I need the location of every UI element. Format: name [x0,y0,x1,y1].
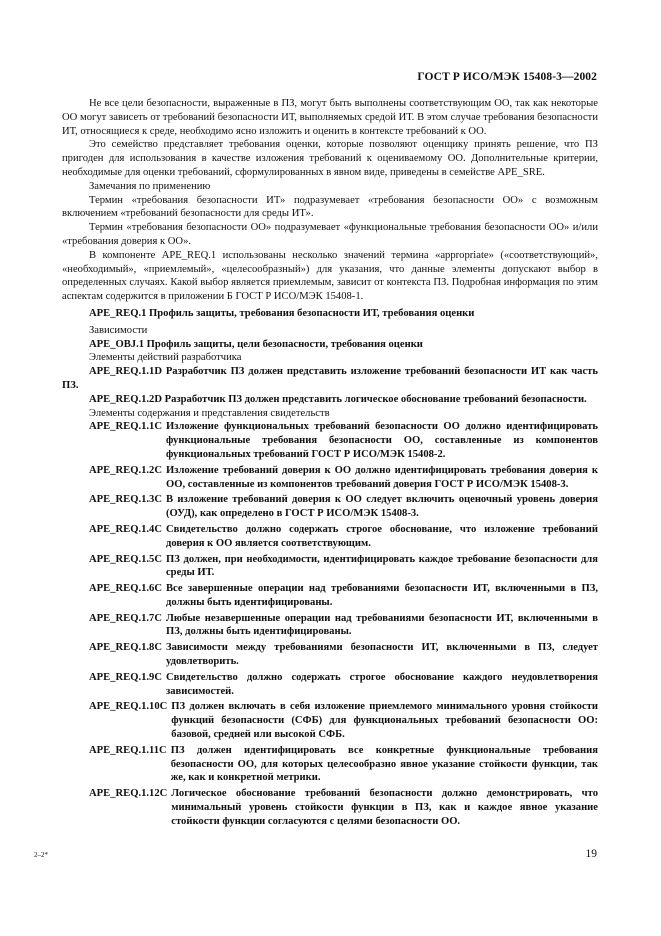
element-code: APE_REQ.1.9C [89,671,162,683]
content-element [89,787,598,828]
content-element [89,700,598,741]
developer-elements-label: Элементы действий разработчика [89,352,242,364]
element-text: ПЗ должен включать в себя изложение приемлемого минимального уровня стойкости функций безопасности (СФБ) для функциональных требований безопасности ОО: базовой, средней или высокой СФБ. [171,701,598,741]
element-text: Свидетельство должно содержать строгое обоснование каждого неудовлетворения зависимостей. [165,671,598,697]
content-element [89,523,598,551]
content-element [89,582,598,610]
paragraph: В компоненте APE_REQ.1 использованы несколько значений термина «appropriate» («соответствующий», «необходимый», «приемлемый», «целесообразный») для указания, что данные элементы допускают выбор в определенных случаях. Какой выбор является приемлемым, зависит от контекста ПЗ. Подробная информация по этим аспектам содержится в приложении Б ГОСТ Р ИСО/МЭК 15408-1. [62,249,598,303]
content-elements-list [62,420,598,828]
element-text: Все завершенные операции над требованиями безопасности ИТ, включенными в ПЗ, должны быть идентифицированы. [165,583,598,608]
element-code: APE_REQ.1.3C [89,494,162,506]
element-text: ПЗ должен идентифицировать все конкретные функциональные требования безопасности ОО, для которых целесообразно явное указание стойкости функции, так же, как и конкретной метрики. [170,744,598,784]
page-header: ГОСТ Р ИСО/МЭК 15408-3—2002 [417,71,597,83]
element-code: APE_REQ.1.11C [89,744,167,756]
element-code: APE_REQ.1.2C [89,464,162,476]
document-body [62,97,598,831]
dependencies-value: APE_OBJ.1 Профиль защиты, цели безопасности, требования оценки [89,338,423,350]
sheet-mark: 2–2* [34,851,48,859]
element-code: APE_REQ.1.12C [89,788,168,800]
developer-element: APE_REQ.1.2D Разработчик ПЗ должен представить логическое обоснование требований безопасности. [89,393,587,405]
content-element [89,744,598,785]
paragraph: Термин «требования безопасности ОО» подразумевает «функциональные требования безопасности ОО» и/или «требования доверия к ОО». [62,222,598,247]
developer-element: APE_REQ.1.1D Разработчик ПЗ должен представить изложение требований безопасности ИТ как часть ПЗ. [62,366,598,391]
content-element [89,671,598,699]
notes-heading: Замечания по применению [89,180,211,192]
element-text: Логическое обоснование требований безопасности должно демонстрировать, что минимальный уровень стойкости функции в ПЗ, как и каждое явное указание стойкости функции согласуются с целями безопасности ОО. [171,788,598,827]
element-text: В изложение требований доверия к ОО следует включить оценочный уровень доверия (ОУД), как определено в ГОСТ Р ИСО/МЭК 15408-3. [165,494,598,520]
element-code: APE_REQ.1.4C [89,523,162,535]
element-text: Зависимости между требованиями безопасности ИТ, включенными в ПЗ, следует удовлетворить. [165,642,598,668]
element-code: APE_REQ.1.7C [89,612,162,624]
content-element [89,553,598,581]
element-code: APE_REQ.1.1C [89,421,162,433]
element-code: APE_REQ.1.5C [89,553,162,565]
dependencies-label: Зависимости [89,324,148,336]
content-element [89,420,598,461]
content-element [89,641,598,669]
paragraph: Термин «требования безопасности ИТ» подразумевает «требования безопасности ОО» с возможным включением «требований безопасности для среды ИТ». [62,194,598,220]
element-text: Изложение функциональных требований безопасности ОО должно идентифицировать функциональные требования безопасности ОО, составленные из компонентов функциональных требований ГОСТ Р ИСО/МЭК 15408-2. [165,421,598,460]
element-text: Любые незавершенные операции над требованиями безопасности ИТ, включенными в ПЗ, должны быть идентифицированы. [165,612,598,638]
content-elements-label: Элементы содержания и представления свидетельств [89,407,330,419]
content-element [89,493,598,521]
element-code: APE_REQ.1.10C [89,701,168,713]
element-text: ПЗ должен, при необходимости, идентифицировать каждое требование безопасности для среды ИТ. [165,553,598,579]
paragraph: Это семейство представляет требования оценки, которые позволяют оценщику принять решение, что ПЗ пригоден для использования в качестве изложения требований к оцениваемому ОО. Дополнительные критерии, необходимые для оценки требований, сформулированных в явном виде, приведены в семействе APE_SRE. [62,139,598,178]
page-number: 19 [585,848,597,860]
element-code: APE_REQ.1.6C [89,583,162,595]
element-code: APE_REQ.1.8C [89,642,162,654]
element-text: Свидетельство должно содержать строгое обоснование, что изложение требований доверия к ОО является соответствующим. [165,523,598,549]
component-title: APE_REQ.1 Профиль защиты, требования безопасности ИТ, требования оценки [89,307,475,319]
content-element [89,612,598,640]
content-element [89,464,598,492]
paragraph: Не все цели безопасности, выраженные в ПЗ, могут быть выполнены соответствующим ОО, так как некоторые ОО могут зависеть от требований безопасности ИТ, выполняемых средой ИТ. В этом случае требования безопасности ИТ, относящиеся к среде, необходимо ясно изложить и оценить в контексте требований к ОО. [62,98,598,137]
element-text: Изложение требований доверия к ОО должно идентифицировать требования доверия к ОО, составленные из компонентов требований доверия ГОСТ Р ИСО/МЭК 15408-3. [165,464,598,490]
